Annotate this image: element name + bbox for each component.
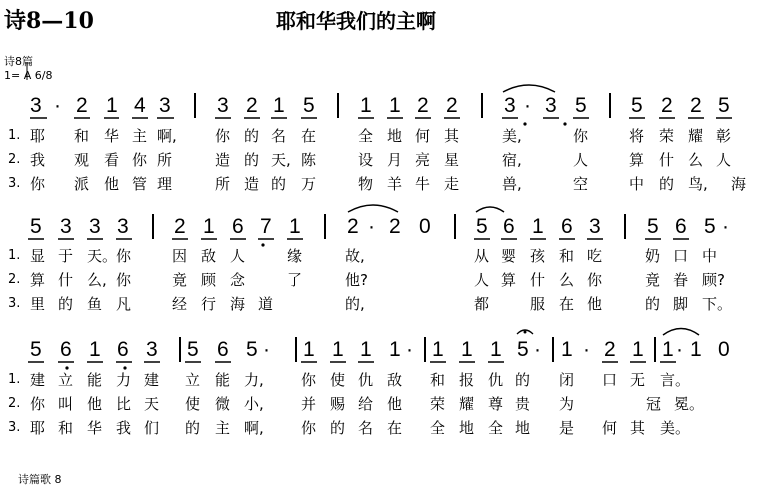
lyric: 海 <box>731 175 747 193</box>
lyric: 因 <box>172 247 188 265</box>
note-dot: · <box>54 94 61 117</box>
note: 2 <box>76 94 88 117</box>
note: 1 <box>432 338 444 361</box>
lyric: 的 <box>185 419 201 437</box>
note-underlines <box>28 118 732 362</box>
lyric: 吃 <box>587 247 603 265</box>
note: 3 <box>117 215 129 238</box>
lyric: 和 <box>58 419 74 437</box>
fermata-icon <box>517 330 533 334</box>
note: 1 <box>389 338 401 361</box>
lyric: 人 <box>573 151 589 169</box>
lyric: 看 <box>104 151 120 169</box>
lyric: 赐 <box>330 395 346 413</box>
lyric: 尊 <box>488 395 504 413</box>
lyric: 空 <box>573 175 589 193</box>
lyric: 全 <box>488 419 504 437</box>
lyric: 观 <box>74 151 90 169</box>
lyric: 建 <box>30 371 46 389</box>
note: 6 <box>503 215 515 238</box>
note: 6 <box>232 215 244 238</box>
note: 1 <box>632 338 644 361</box>
lyric: 天。 <box>87 247 118 265</box>
lyric: 下。 <box>702 295 733 313</box>
note: 5 <box>30 338 42 361</box>
lyric: 力, <box>244 371 264 389</box>
note: 3 <box>217 94 229 117</box>
song-title: 耶和华我们的主啊 <box>276 9 436 33</box>
barlines <box>153 93 655 362</box>
lyric: 婴 <box>501 247 517 265</box>
lyric: 竟 <box>645 271 661 289</box>
lyric: 你 <box>587 271 603 289</box>
lyric: 主 <box>215 419 231 437</box>
lyric: 的 <box>58 295 74 313</box>
lyric: 我 <box>30 151 46 169</box>
lyric: 他 <box>104 175 120 193</box>
lyric: 名 <box>358 419 374 437</box>
note-dot: · <box>676 338 683 361</box>
lyric: 念 <box>230 271 246 289</box>
lyric: 和 <box>559 247 575 265</box>
note: 7 <box>260 215 272 238</box>
lyric: 牛 <box>415 175 431 193</box>
verse-number: 3. <box>8 420 21 435</box>
note-dot: · <box>524 94 531 117</box>
lyric: 的 <box>330 419 346 437</box>
note: 3 <box>146 338 158 361</box>
note: 0 <box>419 215 431 238</box>
note: 2 <box>446 94 458 117</box>
lyric: 算 <box>501 271 517 289</box>
lyric: 孩 <box>530 247 546 265</box>
lyric: 于 <box>58 247 74 265</box>
lyric: 仇 <box>488 371 504 389</box>
lyric: 理 <box>157 175 173 193</box>
note: 1 <box>532 215 544 238</box>
lyric: 他 <box>387 395 403 413</box>
lyric: 在 <box>301 127 317 145</box>
lyric: 的 <box>244 127 260 145</box>
lyric: 名 <box>271 127 287 145</box>
lyric: 使 <box>185 395 201 413</box>
note-dot: · <box>534 338 541 361</box>
lyric: 都 <box>474 295 490 313</box>
lyric: 比 <box>116 395 132 413</box>
lyric: 言。 <box>660 371 691 389</box>
lyric: 是 <box>559 419 575 437</box>
lyric: 他 <box>87 395 103 413</box>
note: 2 <box>690 94 702 117</box>
note: 5 <box>476 215 488 238</box>
lyric: 美, <box>502 127 522 145</box>
note: 3 <box>504 94 516 117</box>
note: 2 <box>389 215 401 238</box>
lyric: 在 <box>387 419 403 437</box>
note: 1 <box>461 338 473 361</box>
lower-octave-dots <box>65 122 566 369</box>
lyric: 何 <box>602 419 618 437</box>
lyric: 口 <box>602 371 618 389</box>
lyric: 宿, <box>502 151 522 169</box>
note: 5 <box>30 215 42 238</box>
lyric: 主 <box>132 127 148 145</box>
lyric: 耶 <box>30 419 46 437</box>
lyric: 无 <box>630 371 646 389</box>
lyric: 并 <box>301 395 317 413</box>
lyric: 中 <box>629 175 645 193</box>
note: 1 <box>490 338 502 361</box>
note: 5 <box>517 338 529 361</box>
lyric: 算 <box>629 151 645 169</box>
lyric: 地 <box>515 419 531 437</box>
chapter-reference: 诗8—10 <box>4 8 94 34</box>
note-dot: · <box>368 215 375 238</box>
note: 2 <box>604 338 616 361</box>
lyric: 耀 <box>688 127 704 145</box>
note: 3 <box>545 94 557 117</box>
lyric: 何 <box>415 127 431 145</box>
lyric: 立 <box>185 371 201 389</box>
note: 1 <box>289 215 301 238</box>
note: 1 <box>662 338 674 361</box>
lyric: 顾? <box>702 271 725 289</box>
note: 5 <box>187 338 199 361</box>
lyric: 显 <box>30 247 46 265</box>
note-dot: · <box>263 338 270 361</box>
lyric: 他? <box>345 271 368 289</box>
verse-number: 2. <box>8 272 21 287</box>
lyric: 鸟, <box>688 175 708 193</box>
lyric: 所 <box>157 151 173 169</box>
source-label: 诗8篇 <box>4 55 33 68</box>
lyric: 服 <box>530 295 546 313</box>
note: 2 <box>174 215 186 238</box>
lyric: 人 <box>474 271 490 289</box>
lyric: 小, <box>244 395 264 413</box>
note: 1 <box>389 94 401 117</box>
lyric: 全 <box>430 419 446 437</box>
lyric: 中 <box>702 247 718 265</box>
lyric: 他 <box>587 295 603 313</box>
lyric: 的 <box>645 295 661 313</box>
note: 5 <box>647 215 659 238</box>
lyric: 造 <box>244 175 260 193</box>
lyric: 天, <box>271 151 291 169</box>
lyric: 的 <box>515 371 531 389</box>
note: 6 <box>60 338 72 361</box>
note: 1 <box>273 94 285 117</box>
note: 5 <box>718 94 730 117</box>
note: 3 <box>589 215 601 238</box>
lyric: 的 <box>271 175 287 193</box>
lyric: 敌 <box>387 371 403 389</box>
lyric: 能 <box>215 371 231 389</box>
note: 5 <box>575 94 587 117</box>
lyric: 物 <box>358 175 374 193</box>
note: 1 <box>360 338 372 361</box>
lyric: 叫 <box>58 395 74 413</box>
note: 1 <box>561 338 573 361</box>
verse-number: 1. <box>8 128 21 143</box>
lyric: 其 <box>630 419 646 437</box>
lyric: 么, <box>87 271 107 289</box>
note-dot: · <box>406 338 413 361</box>
note: 3 <box>89 215 101 238</box>
lyric: 你 <box>573 127 589 145</box>
lyric: 美。 <box>660 419 691 437</box>
lyric: 故, <box>345 247 365 265</box>
lyric: 凡 <box>116 295 132 313</box>
lyric: 其 <box>444 127 460 145</box>
slurs <box>348 85 699 335</box>
note: 6 <box>675 215 687 238</box>
verse-number: 2. <box>8 396 21 411</box>
lyric: 所 <box>215 175 231 193</box>
lyric: 什 <box>659 151 675 169</box>
verse-number: 3. <box>8 296 21 311</box>
note: 2 <box>661 94 673 117</box>
verse-number: 2. <box>8 152 21 167</box>
lyric: 星 <box>444 151 460 169</box>
lyric: 奶 <box>645 247 661 265</box>
note: 6 <box>117 338 129 361</box>
lyric: 月 <box>387 151 403 169</box>
verse-number: 1. <box>8 248 21 263</box>
note: 5 <box>246 338 258 361</box>
lyric: 行 <box>201 295 217 313</box>
lyric: 在 <box>559 295 575 313</box>
lyric: 能 <box>87 371 103 389</box>
lyric: 冠 <box>646 395 662 413</box>
lyric: 我 <box>116 419 132 437</box>
key-signature: 1= A 6/8 <box>4 69 53 82</box>
lyric: 仇 <box>358 371 374 389</box>
lyric: 造 <box>215 151 231 169</box>
lyric: 华 <box>87 419 103 437</box>
lyric: 什 <box>530 271 546 289</box>
verse-number: 3. <box>8 176 21 191</box>
lyric: 你 <box>301 419 317 437</box>
lyric: 走 <box>444 175 460 193</box>
note: 5 <box>303 94 315 117</box>
lyric: 耶 <box>30 127 46 145</box>
lyric: 你 <box>215 127 231 145</box>
lyric: 羊 <box>387 175 403 193</box>
lyric: 从 <box>474 247 490 265</box>
lyric: 眷 <box>673 271 689 289</box>
lyric: 的 <box>244 151 260 169</box>
note: 4 <box>134 94 146 117</box>
note: 2 <box>246 94 258 117</box>
lyric: 敌 <box>201 247 217 265</box>
lyric: 陈 <box>301 151 317 169</box>
lyric: 你 <box>132 151 148 169</box>
lyric: 口 <box>673 247 689 265</box>
lyric: 道 <box>258 295 274 313</box>
note: 2 <box>417 94 429 117</box>
lyric: 和 <box>430 371 446 389</box>
lyric: 将 <box>629 127 645 145</box>
lyric: 你 <box>116 271 132 289</box>
note: 3 <box>60 215 72 238</box>
lyric: 力 <box>116 371 132 389</box>
note: 3 <box>159 94 171 117</box>
lyric: 建 <box>144 371 160 389</box>
lyric: 贵 <box>515 395 531 413</box>
note: 0 <box>718 338 730 361</box>
note: 1 <box>690 338 702 361</box>
note: 1 <box>89 338 101 361</box>
lyric: 和 <box>74 127 90 145</box>
note: 2 <box>347 215 359 238</box>
lyric: 么 <box>688 151 704 169</box>
lyric: 你 <box>301 371 317 389</box>
lyric: 地 <box>387 127 403 145</box>
lyric: 耀 <box>459 395 475 413</box>
lyric: 啊, <box>244 419 264 437</box>
note: 5 <box>631 94 643 117</box>
note-dot: · <box>722 215 729 238</box>
lyric: 算 <box>30 271 46 289</box>
note: 6 <box>561 215 573 238</box>
lyric: 啊, <box>157 127 177 145</box>
lyric: 人 <box>716 151 732 169</box>
lyric: 鱼 <box>87 295 103 313</box>
lyric: 闭 <box>559 371 575 389</box>
lyric: 地 <box>459 419 475 437</box>
lyric: 什 <box>58 271 74 289</box>
note: 1 <box>303 338 315 361</box>
lyric: 里 <box>30 295 46 313</box>
lyric: 么 <box>559 271 575 289</box>
note: 1 <box>332 338 344 361</box>
lyric: 派 <box>74 175 90 193</box>
lyric: 的 <box>659 175 675 193</box>
lyric: 了 <box>287 271 303 289</box>
lyric: 使 <box>330 371 346 389</box>
lyric: 微 <box>215 395 231 413</box>
lyric: 全 <box>358 127 374 145</box>
lyric: 缘 <box>287 247 303 265</box>
lyric: 报 <box>459 371 475 389</box>
lyric: 海 <box>230 295 246 313</box>
lyric: 为 <box>559 395 575 413</box>
note: 1 <box>106 94 118 117</box>
lyric: 天 <box>144 395 160 413</box>
note: 3 <box>30 94 42 117</box>
note: 5 <box>704 215 716 238</box>
lyric: 脚 <box>673 295 689 313</box>
lyric: 万 <box>301 175 317 193</box>
lyric: 人 <box>230 247 246 265</box>
lyric: 给 <box>358 395 374 413</box>
lyric: 亮 <box>415 151 431 169</box>
lyric: 彰 <box>716 127 732 145</box>
footer-label: 诗篇歌 8 <box>18 473 62 486</box>
lyric: 管 <box>132 175 148 193</box>
lyric: 设 <box>358 151 374 169</box>
note-dot: · <box>583 338 590 361</box>
lyric: 荣 <box>659 127 675 145</box>
verse-number: 1. <box>8 372 21 387</box>
lyric: 华 <box>104 127 120 145</box>
lyric: 竟 <box>172 271 188 289</box>
note: 1 <box>203 215 215 238</box>
lyric: 你 <box>30 395 46 413</box>
lyric: 你 <box>30 175 46 193</box>
lyric: 的, <box>345 295 365 313</box>
lyric: 经 <box>172 295 188 313</box>
note: 6 <box>217 338 229 361</box>
note: 1 <box>360 94 372 117</box>
lyric: 们 <box>144 419 160 437</box>
lyric: 冕。 <box>674 395 705 413</box>
lyric: 兽, <box>502 175 522 193</box>
lyric: 立 <box>58 371 74 389</box>
lyric: 荣 <box>430 395 446 413</box>
lyric: 你 <box>116 247 132 265</box>
lyric: 顾 <box>201 271 217 289</box>
